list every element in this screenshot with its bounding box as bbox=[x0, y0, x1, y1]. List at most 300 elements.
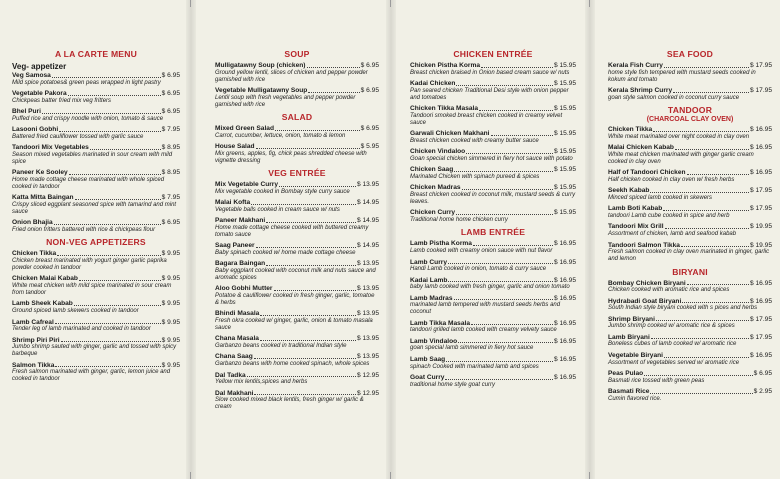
menu-item-price: $ 15.95 bbox=[554, 209, 576, 217]
menu-item bbox=[608, 144, 772, 165]
menu-item-description: South Indian style biryani cooked with s pices and herbs bbox=[608, 305, 758, 312]
menu-item-name: Seekh Kabab bbox=[608, 187, 650, 195]
menu-item-price: $ 7.95 bbox=[161, 194, 180, 202]
section-title: CHICKEN ENTRÉE bbox=[453, 49, 533, 59]
menu-item-description: Baby spinach cooked w/ home made cottage cheese bbox=[215, 249, 356, 256]
dot-leader bbox=[665, 228, 749, 229]
dot-leader bbox=[644, 375, 752, 376]
menu-item-line bbox=[12, 108, 180, 116]
menu-item-description: Yellow mix lentils,spices and herbs bbox=[215, 379, 308, 386]
menu-item-line bbox=[410, 320, 576, 328]
menu-item bbox=[215, 353, 379, 368]
section-title: SOUP bbox=[284, 49, 310, 59]
menu-item-name: Chicken Madras bbox=[410, 184, 461, 192]
menu-item-line bbox=[608, 334, 772, 342]
menu-item-description: Potatoe & cauliflower cooked in fresh ginger, garlic, tomatoe & herbs bbox=[215, 292, 375, 306]
menu-item bbox=[215, 62, 379, 83]
menu-item-name: Malai Chicken Kabab bbox=[608, 144, 674, 152]
menu-item-name: Saag Paneer bbox=[215, 242, 255, 250]
menu-item-description: Puffed rice and crispy noodle with onion, tomato & sauce bbox=[12, 115, 164, 122]
menu-item-price: $ 8.95 bbox=[161, 169, 180, 177]
menu-item-price: $ 16.95 bbox=[750, 169, 772, 177]
menu-item-name: Bhel Puri bbox=[12, 108, 41, 116]
dot-leader bbox=[61, 341, 161, 342]
menu-item-name: Mulligatawny Soup (chicken) bbox=[215, 62, 306, 69]
dot-leader bbox=[75, 199, 161, 200]
dot-leader bbox=[260, 340, 356, 341]
menu-item-price: $ 15.95 bbox=[554, 105, 576, 113]
menu-item-price: $ 6.95 bbox=[161, 108, 180, 116]
menu-item-description: Garbanzo beans with home cooked spinach, whole spices bbox=[215, 361, 370, 368]
dot-leader bbox=[445, 379, 553, 380]
menu-item bbox=[215, 217, 379, 238]
dot-leader bbox=[481, 67, 553, 68]
menu-section bbox=[12, 49, 180, 234]
menu-item-price: $ 9.95 bbox=[161, 336, 180, 344]
menu-item-price: $ 13.95 bbox=[357, 353, 379, 361]
menu-item bbox=[608, 298, 772, 313]
dot-leader bbox=[307, 67, 360, 68]
menu-item-name: Paneer Ke Sooley bbox=[12, 169, 68, 177]
menu-item bbox=[12, 126, 180, 141]
menu-item bbox=[608, 316, 772, 331]
menu-item bbox=[608, 388, 772, 403]
menu-item-name: Kadai Chicken bbox=[410, 80, 456, 88]
menu-item-description: Mix vegetable cooked in Bombay style curry sauce bbox=[215, 188, 350, 195]
menu-item bbox=[215, 143, 379, 164]
menu-item-name: Chicken Pistha Korma bbox=[410, 62, 480, 69]
menu-item-description: Lamb cooked with creamy onion sauce with nut flavor bbox=[410, 248, 553, 255]
menu-item-description: White meat marinated over night cooked in clay oven bbox=[608, 133, 750, 140]
menu-item-price: $ 17.95 bbox=[750, 62, 772, 69]
menu-item-description: Breast chicken cooked in coconut milk, mustard seeds & curry leaves. bbox=[410, 191, 576, 205]
menu-item-name: Hydrabadi Goat Biryani bbox=[608, 297, 682, 305]
menu-item bbox=[608, 223, 772, 238]
dot-leader bbox=[479, 110, 553, 111]
menu-item-line bbox=[410, 130, 576, 138]
dot-leader bbox=[254, 394, 356, 395]
menu-item-description: Fried onion fritters battered with rice & chickpeas flour bbox=[12, 226, 156, 233]
menu-item-price: $ 16.95 bbox=[750, 279, 772, 287]
dot-leader bbox=[57, 255, 160, 256]
menu-item bbox=[608, 187, 772, 202]
menu-item-line bbox=[12, 319, 180, 327]
menu-item-name: Half of Tandoori Chicken bbox=[608, 169, 686, 177]
menu-section bbox=[608, 105, 772, 263]
menu-item-description: Season mixed vegetables marinated in sour cream with mild spice bbox=[12, 151, 173, 165]
dot-leader bbox=[473, 245, 553, 246]
dot-leader bbox=[266, 222, 356, 223]
menu-item-description: goan special lamb simmered in fiery hot sauce bbox=[410, 345, 534, 352]
menu-item bbox=[608, 126, 772, 141]
menu-item-line bbox=[410, 295, 576, 303]
dot-leader bbox=[650, 192, 749, 193]
menu-item-line bbox=[215, 372, 379, 380]
menu-item-name: Lamb Boti Kabab bbox=[608, 205, 663, 213]
menu-item bbox=[12, 337, 180, 358]
menu-section bbox=[410, 227, 576, 388]
menu-item-price: $ 16.95 bbox=[554, 258, 576, 266]
menu-item-description: Vegetable balls cooked in cream sauce w/ nuts bbox=[215, 206, 340, 213]
menu-item-description: Home made cottage cheese marinated with whole spiced cooked in tandoor bbox=[12, 176, 165, 190]
menu-item-description: Chicken cooked with aromatic rice and spices bbox=[608, 287, 730, 294]
menu-item-line bbox=[608, 205, 772, 213]
menu-item-price: $ 17.95 bbox=[750, 187, 772, 195]
menu-item-line bbox=[608, 169, 772, 177]
menu-item-line bbox=[12, 144, 180, 152]
menu-item-name: Vegetable Pakora bbox=[12, 90, 67, 98]
menu-item-description: Cumin flavored rice. bbox=[608, 395, 662, 402]
menu-item-name: Paneer Makhani bbox=[215, 217, 266, 225]
dot-leader bbox=[68, 95, 161, 96]
menu-item-price: $ 16.95 bbox=[554, 294, 576, 302]
menu-item-name: Bhindi Masala bbox=[215, 310, 260, 318]
menu-item-line bbox=[12, 362, 180, 370]
menu-item-name: Lamb Saag bbox=[410, 355, 446, 363]
menu-section bbox=[215, 168, 379, 411]
section-subtitle: (CHARCOAL CLAY OVEN) bbox=[646, 116, 734, 124]
menu-item bbox=[410, 240, 576, 255]
section-title: SEA FOOD bbox=[666, 49, 714, 59]
menu-item-description: Fresh okra cooked w/ ginger, garlic, onion & tomato masala sauce bbox=[215, 317, 373, 331]
menu-item-description: White meat chicken marinated with ginger garlic cream cooked in clay oven bbox=[608, 151, 754, 165]
menu-item-line bbox=[410, 80, 576, 88]
menu-item-price: $ 13.95 bbox=[357, 260, 379, 268]
menu-item-name: Dal Makhani bbox=[215, 389, 254, 397]
dot-leader bbox=[256, 247, 356, 248]
menu-item bbox=[12, 275, 180, 296]
menu-item-line bbox=[12, 72, 180, 80]
menu-item bbox=[12, 319, 180, 334]
menu-item bbox=[12, 194, 180, 215]
menu-item-price: $ 16.95 bbox=[554, 355, 576, 363]
menu-item-line bbox=[215, 87, 379, 95]
menu-item-name: Vegetable Biryani bbox=[608, 351, 663, 359]
menu-item bbox=[608, 370, 772, 385]
menu-item-price: $ 16.95 bbox=[750, 144, 772, 152]
menu-item-name: Tandoori Mix Vegetables bbox=[12, 144, 89, 152]
panel-fold bbox=[386, 0, 396, 479]
dot-leader bbox=[681, 246, 749, 247]
menu-item-description: Crispy sliced eggplant seasoned spice with tamarind and mint sauce bbox=[12, 201, 177, 215]
dot-leader bbox=[59, 131, 161, 132]
menu-item-name: Bombay Chicken Biryani bbox=[608, 279, 686, 287]
menu-item-name: Tandoori Salmon Tikka bbox=[608, 241, 680, 249]
menu-item bbox=[215, 310, 379, 331]
menu-item-name: House Salad bbox=[215, 143, 255, 151]
menu-item-line bbox=[410, 184, 576, 192]
menu-item-line bbox=[608, 280, 772, 288]
menu-item-name: Lamb Vindaloo bbox=[410, 337, 458, 345]
dot-leader bbox=[247, 376, 356, 377]
menu-item bbox=[410, 320, 576, 335]
menu-item-name: Lamb Sheek Kabab bbox=[12, 300, 73, 308]
dot-leader bbox=[491, 135, 553, 136]
menu-item bbox=[12, 144, 180, 165]
menu-item-line bbox=[410, 374, 576, 382]
menu-item bbox=[215, 372, 379, 387]
menu-item-description: Boneless cubes of lamb cooked w/ aromatic rice bbox=[608, 341, 737, 348]
menu-item-name: Kerala Fish Curry bbox=[608, 62, 663, 69]
menu-item-price: $ 15.95 bbox=[554, 62, 576, 69]
menu-item bbox=[12, 219, 180, 234]
menu-item-price: $ 17.95 bbox=[750, 315, 772, 323]
menu-item-name: Chicken Tikka Masala bbox=[410, 105, 479, 113]
menu-section bbox=[608, 49, 772, 102]
dot-leader bbox=[462, 189, 553, 190]
menu-item bbox=[410, 105, 576, 126]
menu-item-price: $ 15.95 bbox=[554, 130, 576, 138]
menu-item-description: marinated lamb tempered with mustard seeds herbs and coconut bbox=[410, 302, 561, 316]
menu-item-description: Breast chicken braised in Onion based cream sauce w/ nuts bbox=[410, 69, 570, 76]
menu-item-line bbox=[608, 187, 772, 195]
menu-item-price: $ 19.95 bbox=[750, 223, 772, 231]
menu-item bbox=[12, 72, 180, 87]
menu-item-price: $ 15.95 bbox=[554, 184, 576, 192]
menu-item-name: Vegetable Mulligatawny Soup bbox=[215, 87, 308, 94]
menu-item-name: Mix Vegetable Curry bbox=[215, 181, 279, 189]
menu-item-name: Onion Bhajia bbox=[12, 219, 53, 227]
menu-item-line bbox=[608, 370, 772, 378]
menu-item-price: $ 12.95 bbox=[357, 389, 379, 397]
menu-item-description: Marinated Chicken with spinach pureed & spices bbox=[410, 173, 540, 180]
section-title: VEG ENTRÉE bbox=[268, 168, 326, 179]
dot-leader bbox=[79, 280, 161, 281]
menu-item-description: Mix greens, apples, fig, chick peas shredded cheese with vignette dressing bbox=[215, 150, 367, 164]
menu-item-line bbox=[608, 87, 772, 95]
menu-item-price: $ 6.95 bbox=[753, 370, 772, 378]
menu-item-description: tandoori Lamb cube cooked in spice and herb bbox=[608, 212, 730, 219]
menu-item-price: $ 6.95 bbox=[161, 90, 180, 98]
section-title: TANDOOR bbox=[667, 105, 713, 116]
menu-item-price: $ 6.95 bbox=[360, 125, 379, 132]
menu-item-price: $ 15.95 bbox=[554, 80, 576, 88]
menu-section bbox=[608, 267, 772, 403]
menu-item-price: $ 12.95 bbox=[357, 371, 379, 379]
menu-item bbox=[410, 259, 576, 274]
menu-item-name: Lamb Curry bbox=[410, 258, 448, 266]
menu-item-price: $ 13.95 bbox=[357, 335, 379, 343]
menu-item-name: Tandoori Mix Grill bbox=[608, 223, 664, 231]
menu-item-line bbox=[215, 285, 379, 293]
menu-item-name: Chicken Vindaloo bbox=[410, 148, 466, 156]
menu-item-price: $ 16.95 bbox=[750, 297, 772, 305]
menu-item-line bbox=[608, 242, 772, 250]
dot-leader bbox=[279, 186, 356, 187]
menu-item-line bbox=[608, 298, 772, 306]
crop-mark bbox=[190, 0, 191, 7]
dot-leader bbox=[664, 67, 749, 68]
panel-fold bbox=[585, 0, 595, 479]
menu-item-price: $ 13.95 bbox=[357, 181, 379, 189]
menu-item-description: Breast chicken cooked with creamy butter sauce bbox=[410, 137, 539, 144]
dot-leader bbox=[687, 174, 749, 175]
menu-item-price: $ 16.95 bbox=[554, 319, 576, 327]
menu-item bbox=[215, 181, 379, 196]
dot-leader bbox=[55, 366, 160, 367]
menu-item-name: Kerala Shrimp Curry bbox=[608, 87, 673, 94]
menu-item bbox=[410, 80, 576, 101]
dot-leader bbox=[653, 131, 749, 132]
dot-leader bbox=[308, 92, 359, 93]
menu-item-price: $ 16.95 bbox=[750, 126, 772, 134]
dot-leader bbox=[458, 342, 553, 343]
crop-mark bbox=[390, 0, 391, 7]
menu-item-line bbox=[608, 62, 772, 70]
menu-item-line bbox=[215, 242, 379, 250]
menu-item-name: Chana Masala bbox=[215, 335, 259, 343]
menu-item bbox=[12, 90, 180, 105]
section-title: LAMB ENTRÉE bbox=[460, 227, 526, 238]
menu-item-price: $ 8.95 bbox=[161, 144, 180, 152]
menu-item-line bbox=[608, 388, 772, 396]
menu-item-price: $ 6.95 bbox=[161, 72, 180, 79]
menu-item-line bbox=[215, 260, 379, 268]
dot-leader bbox=[664, 357, 749, 358]
menu-item bbox=[608, 280, 772, 295]
menu-item-price: $ 14.95 bbox=[357, 242, 379, 250]
menu-item-name: Lamb Biryani bbox=[608, 333, 650, 341]
menu-item bbox=[12, 362, 180, 383]
dot-leader bbox=[256, 148, 360, 149]
menu-item-line bbox=[12, 126, 180, 134]
menu-item-name: Basmati Rice bbox=[608, 388, 650, 396]
menu-item bbox=[608, 334, 772, 349]
menu-item bbox=[608, 242, 772, 263]
menu-item-line bbox=[215, 335, 379, 343]
menu-item-price: $ 9.95 bbox=[161, 300, 180, 308]
menu-item-line bbox=[215, 310, 379, 318]
menu-item-line bbox=[215, 217, 379, 225]
menu-item bbox=[215, 199, 379, 214]
menu-item-description: Jumbo shrimp cooked w/ aromatic rice & spices bbox=[608, 323, 735, 330]
menu-item-name: Lasooni Gobhi bbox=[12, 126, 59, 134]
menu-item-description: Fresh salmon marinated with ginger, garlic, lemon juice and cooked in tandoor bbox=[12, 369, 171, 383]
menu-item bbox=[215, 242, 379, 257]
menu-item-description: Tender leg of lamb marinated and cooked in tandoor bbox=[12, 326, 151, 333]
menu-item bbox=[12, 108, 180, 123]
menu-item-line bbox=[12, 275, 180, 283]
menu-item-line bbox=[410, 166, 576, 174]
menu-item-line bbox=[410, 62, 576, 70]
menu-item-price: $ 15.95 bbox=[554, 148, 576, 156]
section-sub-heading: Veg- appetizer bbox=[12, 62, 67, 71]
menu-item bbox=[608, 62, 772, 83]
menu-item bbox=[215, 335, 379, 350]
menu-item-line bbox=[12, 194, 180, 202]
menu-item-description: Basmati rice tossed with green peas bbox=[608, 377, 705, 384]
dot-leader bbox=[55, 323, 161, 324]
menu-item-description: tandoori grilled lamb cooked with creamy velvety sauce bbox=[410, 327, 557, 334]
menu-item-description: Ground spiced lamb skewers cooked in tandoor bbox=[12, 308, 139, 315]
menu-item-description: Jumbo shrimp sauted with ginger, garlic and tossed with spicy barbeque bbox=[12, 344, 177, 358]
menu-item-line bbox=[215, 353, 379, 361]
menu-item-description: goan style salmon cooked in coconut curry sauce bbox=[608, 94, 740, 101]
menu-item-line bbox=[410, 240, 576, 248]
crop-mark bbox=[589, 0, 590, 7]
menu-item bbox=[215, 125, 379, 140]
menu-item-line bbox=[410, 277, 576, 285]
menu-item-line bbox=[215, 199, 379, 207]
menu-item bbox=[410, 338, 576, 353]
menu-item bbox=[608, 169, 772, 184]
dot-leader bbox=[471, 324, 553, 325]
menu-item-price: $ 9.95 bbox=[161, 318, 180, 326]
menu-item-price: $ 17.95 bbox=[750, 333, 772, 341]
menu-item-price: $ 7.95 bbox=[161, 126, 180, 134]
dot-leader bbox=[254, 358, 356, 359]
menu-item-description: Garbanzo beans cooked in traditional Indian style bbox=[215, 342, 347, 349]
dot-leader bbox=[663, 210, 749, 211]
menu-item bbox=[215, 390, 379, 411]
menu-item-name: Chicken Tikka bbox=[608, 126, 653, 134]
dot-leader bbox=[673, 92, 749, 93]
menu-item-name: Salmon Tikka bbox=[12, 361, 55, 369]
dot-leader bbox=[275, 130, 360, 131]
dot-leader bbox=[90, 149, 161, 150]
section-title: A LA CARTE MENU bbox=[54, 49, 138, 59]
menu-item bbox=[215, 260, 379, 281]
menu-item-price: $ 5.95 bbox=[360, 143, 379, 151]
menu-section bbox=[410, 49, 576, 224]
crop-mark bbox=[589, 472, 590, 479]
menu-item-name: Lamb Cafreal bbox=[12, 318, 54, 326]
menu-item-name: Lamb Pistha Korma bbox=[410, 240, 472, 248]
menu-item-description: baby lamb cooked with fresh ginger, garlic and onion tomato bbox=[410, 284, 570, 291]
menu-item bbox=[410, 62, 576, 77]
dot-leader bbox=[650, 393, 752, 394]
menu-item-name: Shrimp Biryani bbox=[608, 315, 655, 323]
dot-leader bbox=[266, 265, 356, 266]
menu-item-description: Baby eggplant cooked with coconut milk and nuts sauce and aromatic spices bbox=[215, 267, 376, 281]
dot-leader bbox=[74, 305, 161, 306]
menu-item bbox=[410, 184, 576, 205]
dot-leader bbox=[52, 77, 161, 78]
menu-item-price: $ 13.95 bbox=[357, 285, 379, 293]
menu-item-price: $ 14.95 bbox=[357, 217, 379, 225]
menu-item bbox=[608, 205, 772, 220]
menu-item-description: Handi Lamb cooked in onion, tomato & curry sauce bbox=[410, 266, 547, 273]
menu-item-line bbox=[12, 250, 180, 258]
menu-item bbox=[410, 356, 576, 371]
menu-item-name: Peas Pulao bbox=[608, 370, 644, 378]
menu-item-price: $ 14.95 bbox=[357, 199, 379, 207]
menu-item-description: Ground yellow lentil, slices of chicken and pepper powder garnished with rice bbox=[215, 69, 368, 83]
menu-item-line bbox=[12, 219, 180, 227]
menu-item-name: Lamb Madras bbox=[410, 294, 453, 302]
dot-leader bbox=[274, 290, 356, 291]
menu-item-price: $ 16.95 bbox=[554, 337, 576, 345]
menu-item-line bbox=[608, 352, 772, 360]
dot-leader bbox=[454, 171, 553, 172]
menu-item-description: Home made cottage cheese cooked with buttered creamy tomato sauce bbox=[215, 224, 369, 238]
dot-leader bbox=[454, 299, 553, 300]
menu-item-price: $ 15.95 bbox=[554, 166, 576, 174]
dot-leader bbox=[466, 153, 553, 154]
dot-leader bbox=[687, 284, 749, 285]
menu-item-price: $ 17.95 bbox=[750, 205, 772, 213]
menu-item-description: Pan seared chicken Traditional Desi style with onion pepper and tomatoes bbox=[410, 87, 569, 101]
menu-item-line bbox=[410, 209, 576, 217]
menu-item-name: Kadai Lamb bbox=[410, 276, 448, 284]
menu-item-line bbox=[12, 90, 180, 98]
menu-item-description: Tandoori smoked breast chicken cooked in creamy velvet sauce bbox=[410, 112, 563, 126]
menu-item-name: Lamb Tikka Masala bbox=[410, 319, 470, 327]
menu-column bbox=[596, 0, 780, 479]
menu-item-line bbox=[215, 62, 379, 70]
menu-item bbox=[608, 352, 772, 367]
menu-item bbox=[410, 277, 576, 292]
